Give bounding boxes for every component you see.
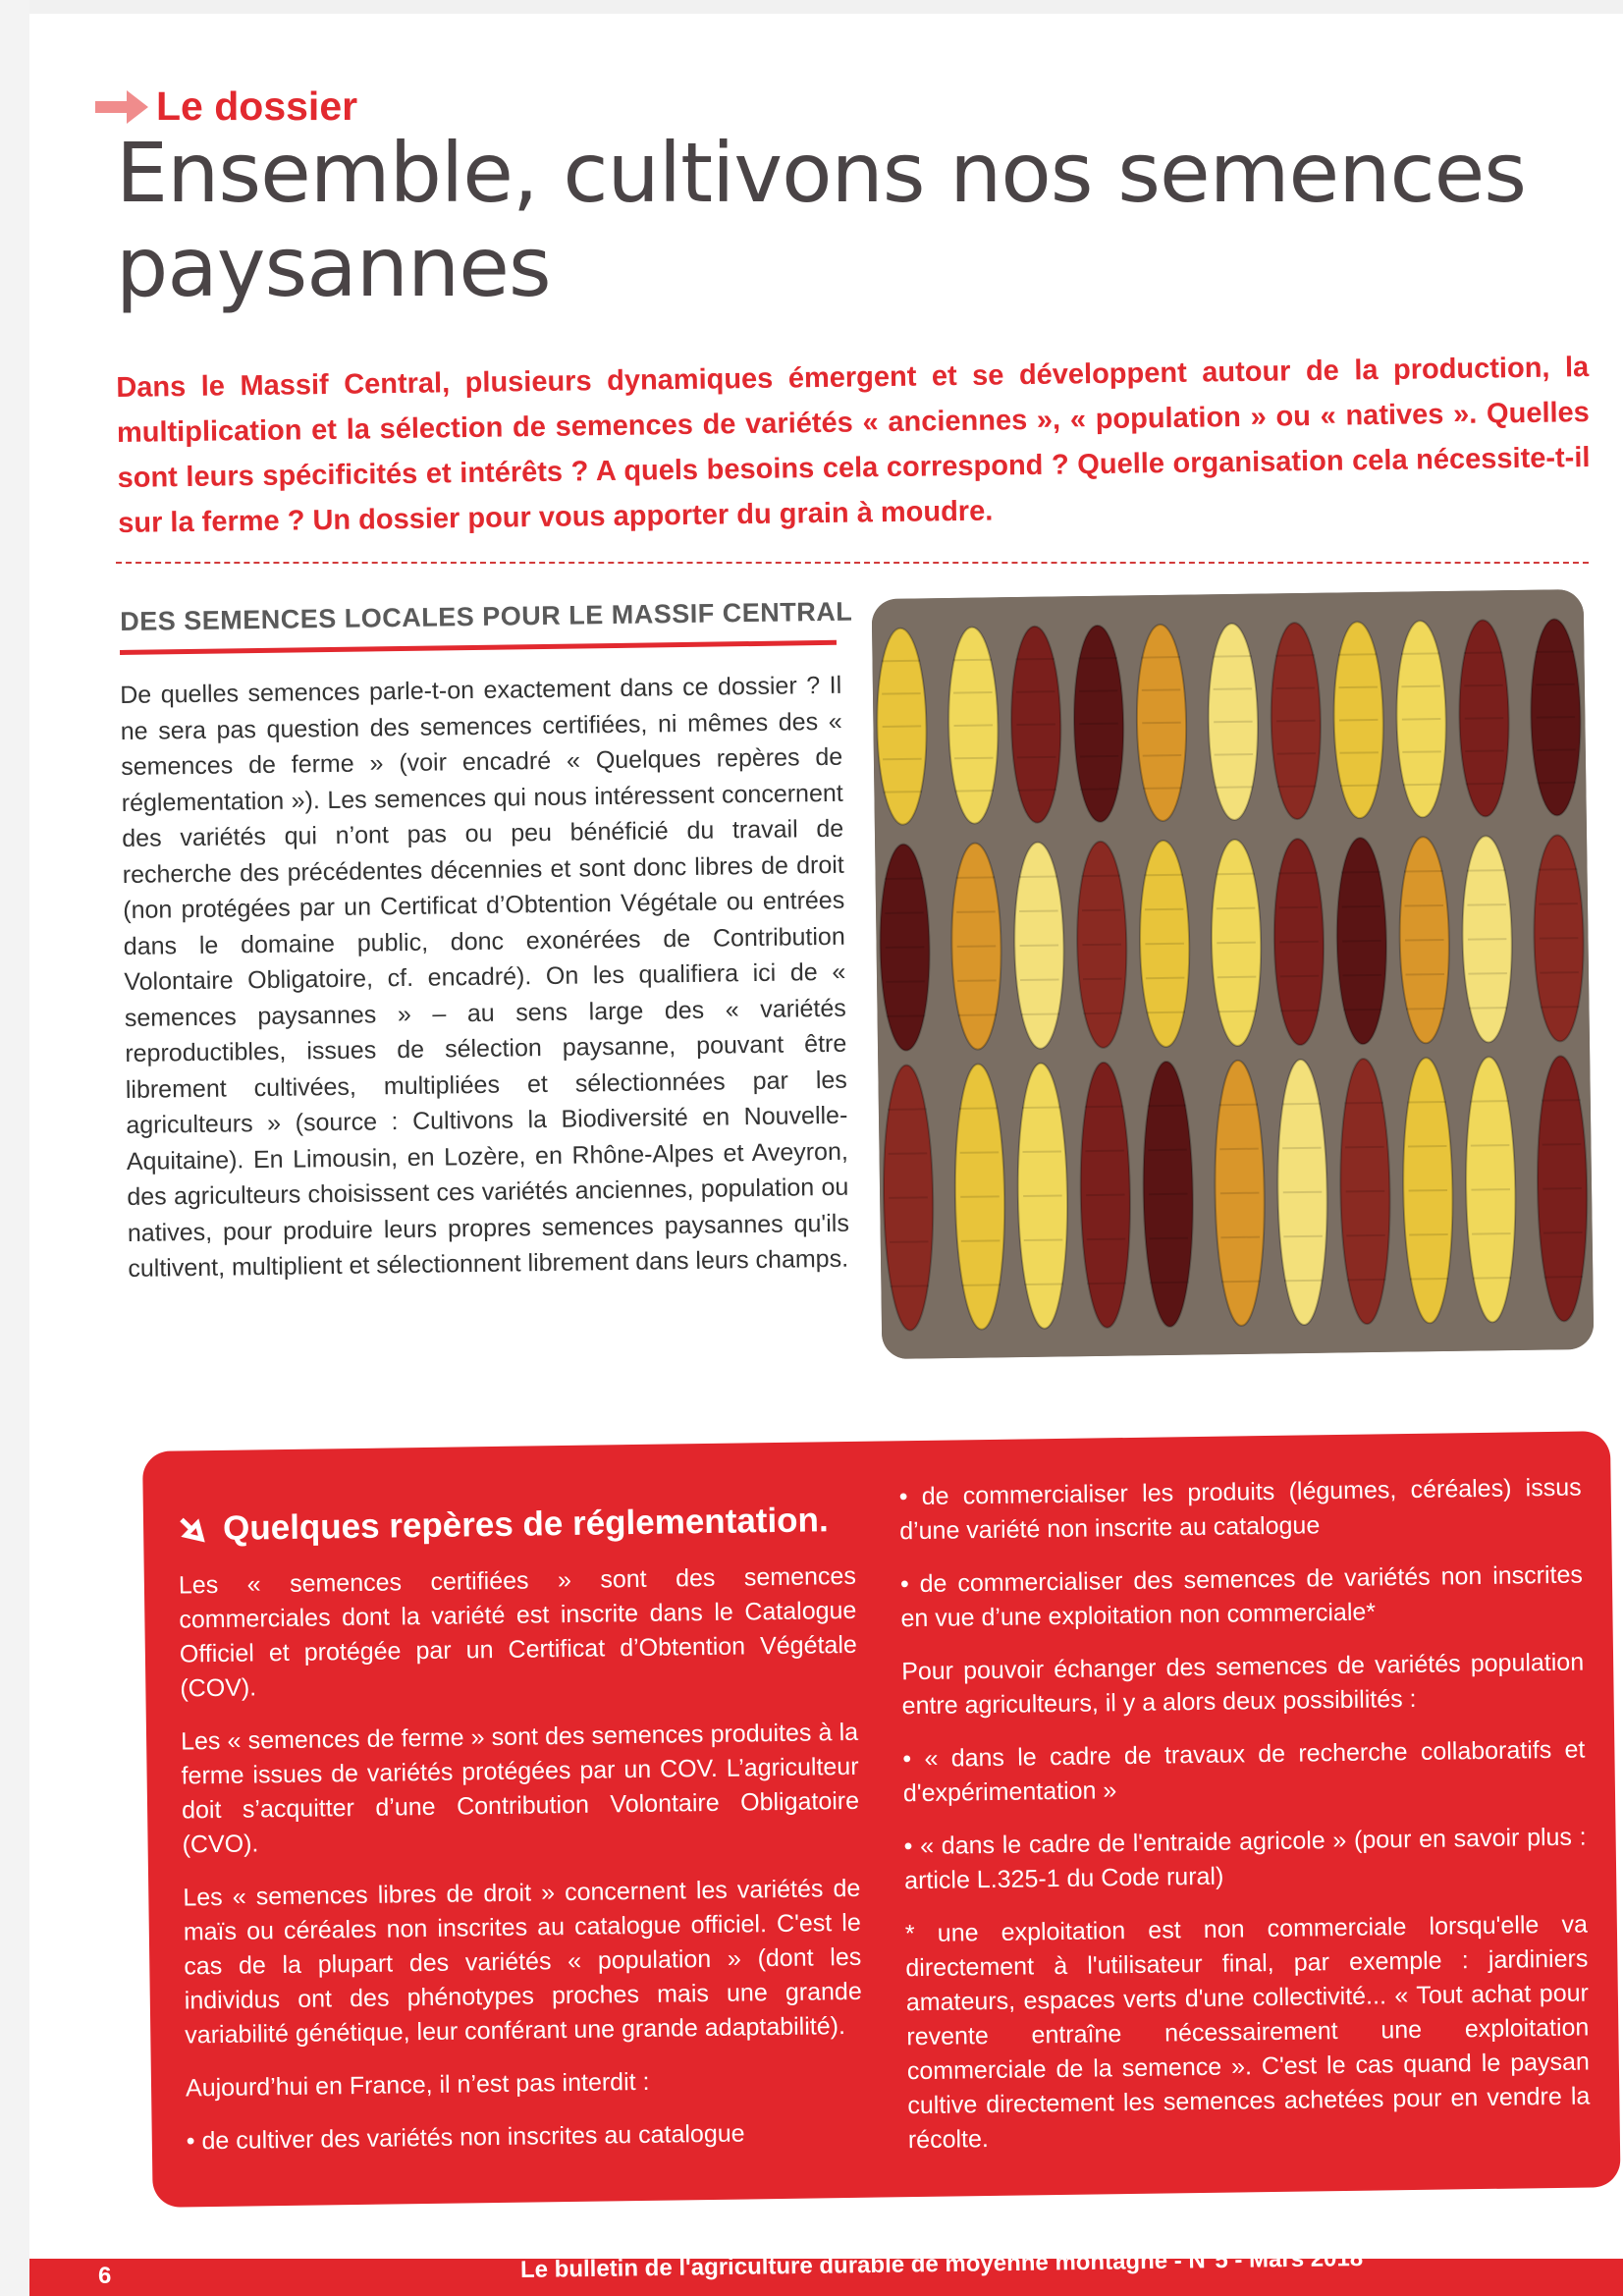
kernel-row: [1219, 1105, 1259, 1106]
kernel-row: [1142, 689, 1181, 690]
kernel-row: [1142, 723, 1181, 724]
kernel-row: [954, 791, 994, 792]
kernel-row: [1148, 1106, 1187, 1107]
kernel-row: [883, 726, 922, 727]
kernel-row: [1402, 751, 1441, 752]
kernel-row: [959, 1108, 999, 1109]
page-title: Ensemble, cultivons nos semences paysannes: [116, 125, 1527, 315]
kernel-row: [1080, 789, 1119, 790]
kernel-row: [1086, 1195, 1125, 1196]
kernel-row: [1538, 783, 1577, 784]
kernel-row: [1343, 975, 1382, 976]
kernel-row: [1471, 1145, 1510, 1146]
kernel-row: [1467, 904, 1506, 905]
kernel-row: [1150, 1238, 1189, 1239]
kernel-row: [1023, 1151, 1062, 1152]
arrow-down-right-icon: [178, 1515, 209, 1543]
kernel-row: [1472, 1233, 1511, 1234]
kernel-row: [1016, 691, 1055, 692]
kernel-row: [1277, 753, 1317, 754]
box-title-text: Quelques repères de réglementation.: [222, 1501, 829, 1548]
kernel-row: [1539, 869, 1578, 870]
kernel-row: [884, 792, 923, 793]
kernel-row: [1215, 787, 1254, 788]
kernel-row: [1020, 945, 1059, 946]
kernel-row: [1087, 1284, 1126, 1285]
kernel-row: [1339, 720, 1379, 721]
kernel-row: [1016, 724, 1055, 725]
kernel-row: [1537, 749, 1576, 750]
page-top-edge: [0, 0, 1623, 14]
kernel-row: [960, 1196, 1000, 1197]
footer-text: Le bulletin de l'agriculture durable de moyenne montagne - N°5 - Mars 2018: [519, 2245, 1364, 2283]
kernel-row: [1217, 943, 1256, 944]
kernel-row: [1219, 1149, 1259, 1150]
kernel-row: [889, 1153, 928, 1154]
kernel-row: [1544, 1277, 1584, 1278]
corn-cobs-image: [872, 589, 1595, 1359]
kernel-row: [1405, 974, 1444, 975]
kernel-row: [890, 1241, 929, 1242]
kernel-row: [1283, 1192, 1323, 1193]
kernel-row: [1342, 906, 1381, 907]
kernel-row: [1217, 1011, 1257, 1012]
kernel-row: [1082, 910, 1121, 911]
kernel-row: [1146, 1012, 1185, 1013]
kernel-row: [1220, 1237, 1260, 1238]
kernel-row: [1079, 690, 1118, 691]
kernel-row: [1087, 1239, 1126, 1240]
kernel-row: [958, 1014, 998, 1015]
kernel-row: [1466, 784, 1505, 785]
kernel-row: [1220, 1193, 1260, 1194]
kernel-row: [1410, 1279, 1449, 1280]
kernel-row: [957, 946, 997, 947]
kernel-row: [1407, 1102, 1446, 1103]
box-bullet: • « dans le cadre de travaux de recherche collaboratifs et d'expérimentation »: [902, 1733, 1586, 1812]
kernel-row: [1468, 973, 1507, 974]
box-paragraph: Les « semences libres de droit » concernent les variétés de maïs ou céréales non inscrites au catalogue officiel. C'est le cas de la plupart des variétés « population » (dont les individus ont des phénotypes proches mais une grande variabilité génétique, leur conférant une grande adaptabilité).: [183, 1874, 862, 2050]
box-bullet: • de commercialiser les produits (légumes, céréales) issus d’une variété non inscrite au catalogue: [898, 1471, 1582, 1550]
kernel-row: [1408, 1146, 1447, 1147]
box-paragraph: Aujourd’hui en France, il n’est pas interdit :: [185, 2067, 650, 2103]
kernel-row: [1145, 909, 1184, 910]
kernel-row: [953, 692, 993, 693]
kernel-row: [1344, 1103, 1383, 1104]
kernel-row: [1469, 1008, 1508, 1009]
kernel-row: [1542, 1144, 1582, 1145]
kernel-row: [956, 877, 996, 878]
kernel-row: [1216, 874, 1255, 875]
kernel-row: [1540, 972, 1579, 973]
kernel-row: [953, 660, 993, 661]
kernel-row: [1343, 1010, 1382, 1011]
kernel-row: [1340, 786, 1380, 787]
page-number: 6: [98, 2263, 112, 2289]
kernel-row: [1541, 1007, 1580, 1008]
kernel-row: [1085, 1107, 1124, 1108]
kernel-row: [885, 912, 924, 913]
kernel-row: [1278, 873, 1318, 874]
kernel-row: [1276, 687, 1316, 688]
regulation-box: [142, 1431, 1621, 2208]
kernel-row: [1214, 688, 1253, 689]
kernel-row: [1470, 1101, 1509, 1102]
kernel-row: [1024, 1284, 1063, 1285]
kernel-row: [1144, 875, 1183, 876]
kernel-row: [1284, 1281, 1324, 1282]
section-underline: [120, 640, 837, 655]
kernel-row: [1467, 870, 1506, 871]
kernel-row: [1405, 905, 1444, 906]
kernel-row: [1079, 724, 1118, 725]
kernel-row: [1543, 1232, 1583, 1233]
kernel-row: [1338, 687, 1378, 688]
kernel-row: [1539, 903, 1578, 904]
footer-bar: [29, 2245, 1623, 2296]
box-bullet: • « dans le cadre de l'entraide agricole » (pour en savoir plus : article L.325-1 du Code rural): [903, 1821, 1587, 1899]
kernel-row: [1346, 1191, 1385, 1192]
kernel-row: [1083, 979, 1122, 980]
kicker-label: Le dossier: [156, 83, 358, 129]
kernel-row: [1401, 686, 1440, 687]
kernel-row: [1085, 1151, 1124, 1152]
kernel-row: [1078, 658, 1117, 659]
kernel-row: [886, 981, 925, 982]
kernel-row: [889, 1197, 928, 1198]
dotted-divider: [116, 562, 1589, 564]
kernel-row: [1542, 1188, 1582, 1189]
kernel-row: [1403, 785, 1442, 786]
kernel-row: [956, 911, 996, 912]
kernel-row: [954, 725, 994, 726]
kernel-row: [1405, 940, 1444, 941]
kernel-row: [1464, 652, 1503, 653]
kernel-row: [1346, 1235, 1385, 1236]
kernel-row: [1536, 651, 1575, 652]
kernel-row: [1281, 1104, 1321, 1105]
kernel-row: [1145, 944, 1184, 945]
box-right-column: [898, 1471, 1591, 2177]
box-bullet: • de commercialiser des semences de variétés non inscrites en vue d’une exploitation non commerciale*: [900, 1558, 1584, 1637]
kernel-row: [1465, 750, 1504, 751]
kernel-row: [1404, 871, 1443, 872]
kernel-row: [1023, 1195, 1062, 1196]
kernel-row: [1339, 752, 1379, 753]
kernel-row: [1279, 942, 1319, 943]
kernel-row: [1083, 1013, 1122, 1014]
kernel-row: [1280, 976, 1320, 977]
kernel-row: [1345, 1147, 1384, 1148]
kernel-row: [1022, 1107, 1061, 1108]
kernel-row: [888, 1109, 927, 1110]
kernel-row: [957, 980, 997, 981]
kernel-row: [1347, 1280, 1386, 1281]
kernel-row: [954, 758, 994, 759]
kernel-row: [882, 661, 921, 662]
kernel-row: [883, 759, 922, 760]
kernel-row: [1338, 654, 1378, 655]
section-body: De quelles semences parle-t-on exactement dans ce dossier ? Il ne sera pas question des semences certifiées, ni mêmes des « semences de ferme » (voir encadré « Quelques repères de réglementation »). Les semences qui nous intéressent concernent des variétés qui n’ont pas ou peu bénéficié du travail de recherche des précédentes décennies et sont donc libres de droit (non protégées par un Certificat d’Obtention Végétale ou entrées dans le domaine public, donc exonérées de Contribution Volontaire Obligatoire, cf. encadré). On les qualifiera ici de « semences paysannes » – au sens large des « variétés reproductibles, issues de sélection paysanne, pouvant être librement cultivées, multipliées et sélectionnées par les agriculteurs » (source : Cultivons la Biodiversité en Nouvelle-Aquitaine). En Limousin, en Lozère, en Rhône-Alpes et Aveyron, des agriculteurs choisissent ces variétés anciennes, population ou natives, pour produire leurs propres semences paysannes qu'ils cultivent, multiplient et sélectionnent librement dans leurs champs.: [120, 671, 850, 1283]
kernel-row: [1465, 718, 1504, 719]
kernel-row: [1221, 1282, 1261, 1283]
kernel-row: [1213, 656, 1252, 657]
page-left-edge: [0, 0, 29, 2296]
kernel-row: [961, 1240, 1001, 1241]
kernel-row: [1537, 717, 1576, 718]
kernel-row: [1214, 722, 1253, 723]
kernel-row: [1542, 1100, 1581, 1101]
kernel-row: [885, 878, 924, 879]
kernel-row: [891, 1285, 930, 1286]
kernel-row: [1401, 653, 1440, 654]
kernel-row: [1536, 684, 1575, 685]
kernel-row: [1276, 721, 1316, 722]
kernel-row: [960, 1152, 1000, 1153]
kernel-row: [1471, 1189, 1510, 1190]
kernel-row: [1277, 786, 1317, 787]
kernel-row: [1473, 1278, 1512, 1279]
kernel-row: [886, 947, 925, 948]
intro-paragraph: Dans le Massif Central, plusieurs dynamiques émergent et se développent autour de la production, la multiplication et la sélection de semences de variétés « anciennes », « population » ou « natives ». Quelles sont leurs spécificités et intérêts ? A quels besoins cela correspond ? Quelle organisation cela nécessite-t-il sur la ferme ? Un dossier pour vous apporter du grain à moudre.: [116, 352, 1591, 539]
kernel-row: [882, 693, 921, 694]
box-bullet: • de cultiver des variétés non inscrites au catalogue: [187, 2115, 864, 2159]
kernel-row: [1017, 757, 1056, 758]
kernel-row: [1279, 907, 1319, 908]
kernel-row: [1020, 979, 1059, 980]
kernel-row: [1148, 1150, 1187, 1151]
box-footnote: * une exploitation est non commerciale lorsqu'elle va directement à l'utilisateur final, par exemple : jardiniers amateurs, espaces verts d'une collectivité... « Tout achat pour revente entraîne nécessairement une exploitation commerciale de la semence ». C'est le cas quand le paysan cultive directement les semences achetées pour en vendre la récolte.: [904, 1910, 1591, 2155]
kernel-row: [1217, 977, 1257, 978]
kernel-row: [1019, 876, 1058, 877]
kernel-row: [1016, 659, 1055, 660]
kernel-row: [1021, 1013, 1060, 1014]
arrow-right-icon: [93, 87, 150, 127]
kernel-row: [1017, 790, 1056, 791]
kernel-row: [1217, 908, 1256, 909]
kernel-row: [1143, 755, 1182, 756]
kernel-row: [1540, 938, 1579, 939]
kernel-row: [1024, 1239, 1063, 1240]
kernel-row: [1143, 788, 1182, 789]
corn-photo: [872, 589, 1595, 1359]
kernel-row: [1464, 685, 1503, 686]
kernel-row: [1468, 939, 1507, 940]
kernel-row: [1215, 754, 1254, 755]
box-paragraph: Les « semences de ferme » sont des semences produites à la ferme issues de variétés protégées par un COV. L’agriculteur doit s’acquitter d’une Contribution Volontaire Obligatoire (CVO).: [180, 1718, 860, 1859]
kernel-row: [887, 1015, 926, 1016]
kernel-row: [1081, 876, 1120, 877]
kernel-row: [1146, 978, 1185, 979]
box-paragraph: Les « semences certifiées » sont des semences commerciales dont la variété est inscrite dans le Catalogue Officiel et protégée par un Certificat d’Obtention Végétale (COV).: [178, 1561, 858, 1703]
kernel-row: [1409, 1234, 1448, 1235]
kernel-row: [1402, 719, 1441, 720]
kernel-row: [1275, 655, 1315, 656]
kernel-row: [1141, 657, 1180, 658]
kernel-row: [1341, 872, 1380, 873]
kernel-row: [1150, 1283, 1189, 1284]
box-title: [178, 1501, 829, 1549]
box-paragraph: Pour pouvoir échanger des semences de variétés population entre agriculteurs, il y a alors deux possibilités :: [901, 1648, 1585, 1721]
kernel-row: [1283, 1236, 1323, 1237]
kernel-row: [1149, 1194, 1188, 1195]
kernel-row: [1409, 1190, 1448, 1191]
kernel-row: [1282, 1148, 1322, 1149]
section-heading: DES SEMENCES LOCALES POUR LE MASSIF CENTRAL: [120, 596, 853, 636]
kernel-row: [1080, 756, 1119, 757]
kernel-row: [1342, 941, 1381, 942]
box-left-column: [179, 1559, 865, 2178]
kernel-row: [1406, 1009, 1445, 1010]
kernel-row: [1082, 945, 1121, 946]
kicker: [93, 83, 357, 130]
kernel-row: [1019, 910, 1058, 911]
